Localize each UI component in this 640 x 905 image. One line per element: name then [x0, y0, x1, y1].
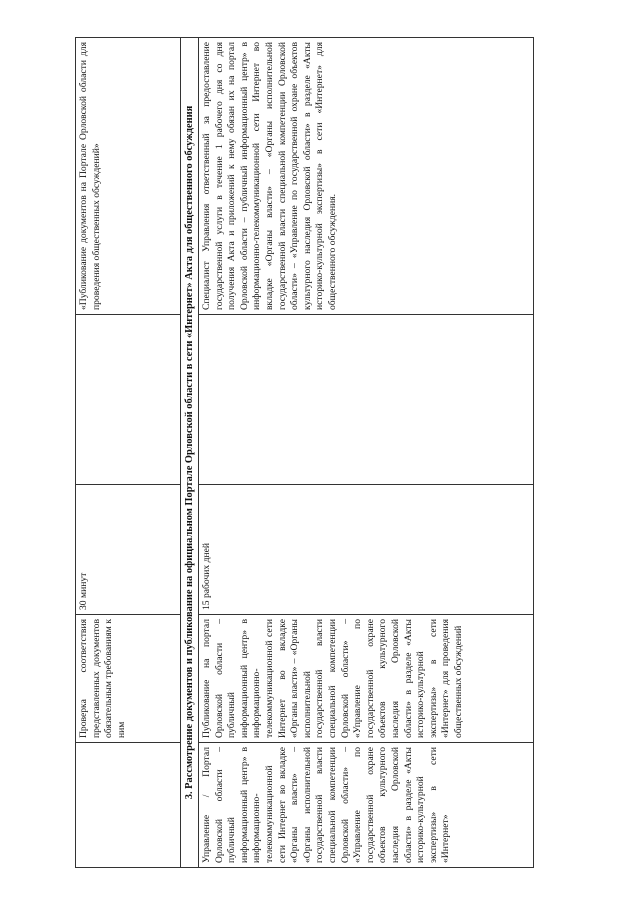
table-cell-action: Публикование на портал Орловской области – публичный информационный центр» в информационно-телекоммуникационной сети Интернет во вкладке «Органы власти» – «Органы исполнительной государственной власти специальной компетенции Орловской области» – «Управление по государственной охране объектов культурного наследия Орловской области» в разделе «Акты историко-культурной экспертизы» в сети «Интернет» для проведения общественных обсуждений	[199, 614, 534, 742]
section-title: 3. Рассмотрение документов и публикование на официальном Портале Орловской области в сети «Интернет» Акта для общественного обсуждения	[181, 37, 199, 867]
table-cell-duration: 30 минут	[76, 484, 181, 614]
section-heading-row	[181, 37, 199, 867]
procedure-table	[75, 37, 534, 868]
table-row	[199, 37, 534, 867]
table-cell-responsible: Управление / Портал Орловской области – публичный информационный центр» в информационно-телекоммуникационной сети Интернет во вкладке «Органы власти» – «Органы исполнительной государственной власти специальной компетенции Орловской области» – «Управление по государственной охране объектов культурного наследия Орловской области» в разделе «Акты историко-культурной экспертизы» в сети «Интернет»	[199, 742, 534, 867]
table-cell-action: Проверка соответствия представленных документов обязательным требованиям к ним	[76, 614, 181, 742]
table-cell-result: Специалист Управления ответственный за предоставление государственной услуги в течение 1 рабочего дня со дня получения Акта и приложений к нему обязан их на портал Орловской области – публичный информационный центр» в информационно-телекоммуникационной сети Интернет во вкладке «Органы власти» – «Органы исполнительной государственной власти специальной компетенции Орловской области» – «Управление по государственной охране объектов культурного наследия Орловской области» в разделе «Акты историко-культурной экспертизы» в сети «Интернет» для общественного обсуждения.	[199, 37, 534, 314]
table-row	[76, 37, 181, 867]
rotated-document-page	[75, 38, 565, 868]
table-cell-responsible	[76, 742, 181, 867]
table-cell-empty	[199, 314, 534, 484]
table-cell-duration: 15 рабочих дней	[199, 484, 534, 614]
table-cell-result: «Публикование документов на Портале Орловской области для проведения общественных обсуждений»	[76, 37, 181, 314]
table-cell-empty	[76, 314, 181, 484]
